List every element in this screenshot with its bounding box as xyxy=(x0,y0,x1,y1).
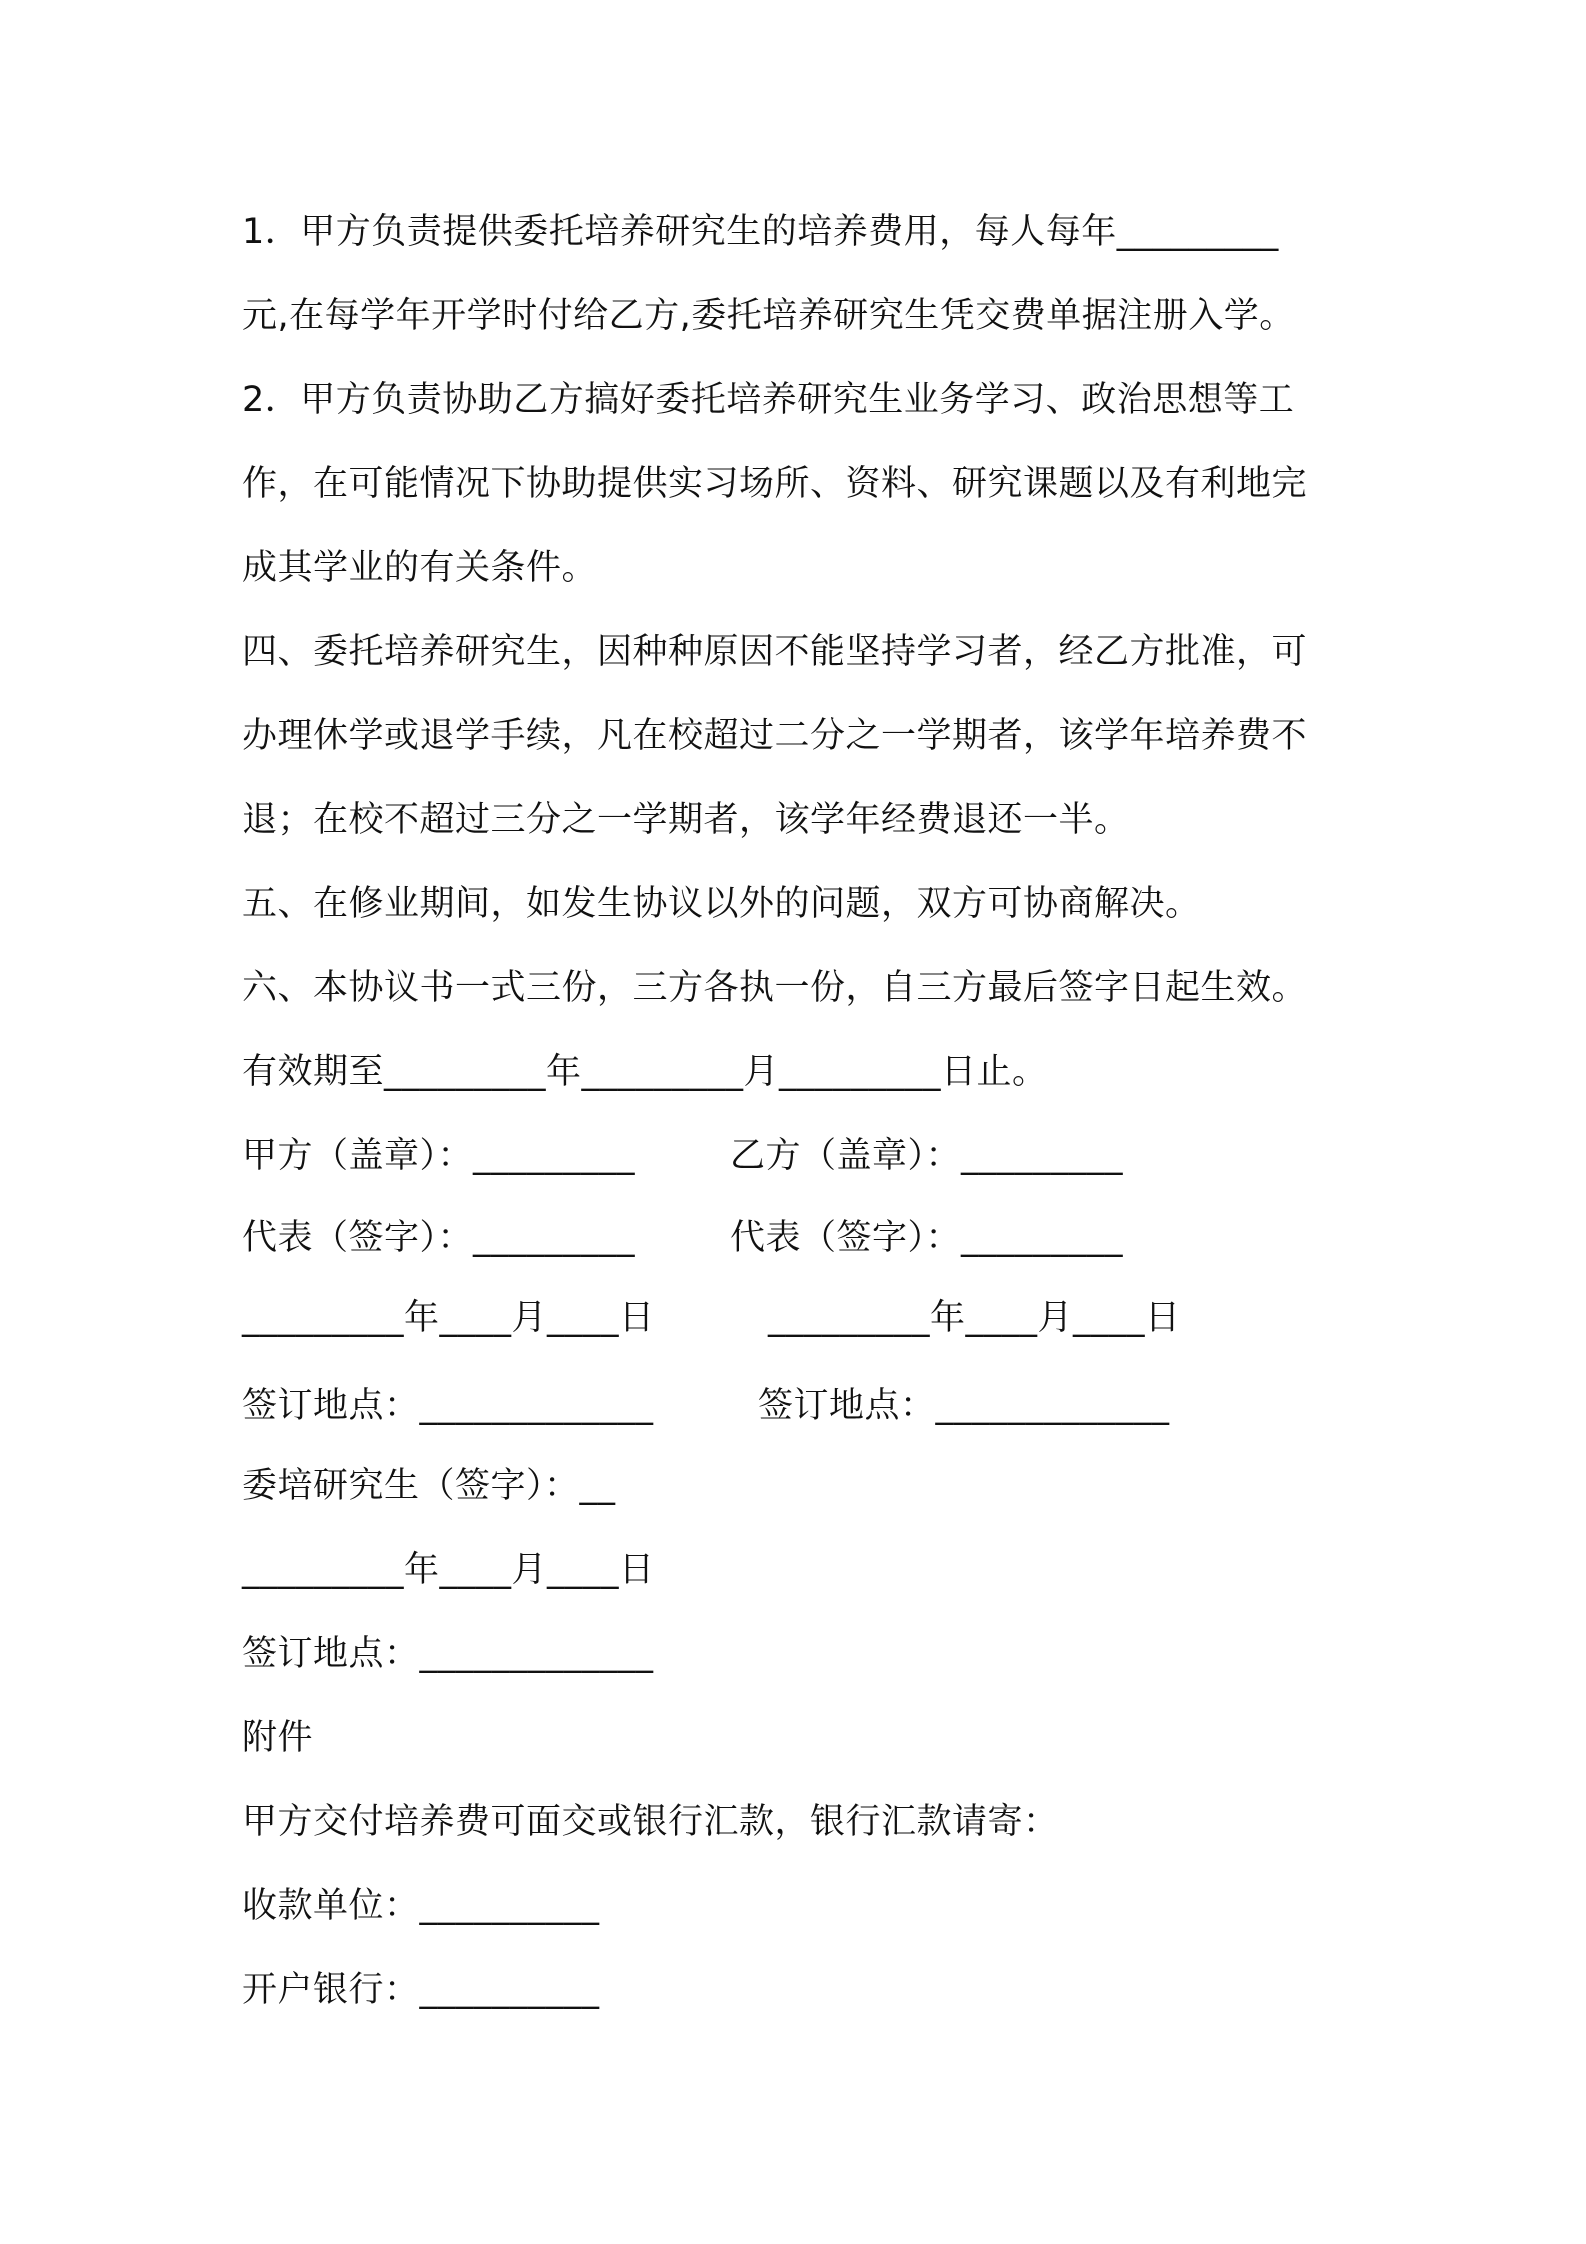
clause-5: 五、在修业期间，如发生协议以外的问题，双方可协商解决。 xyxy=(242,884,1201,924)
payee-unit: 收款单位：__________ xyxy=(242,1886,600,1926)
annex-heading: 附件 xyxy=(242,1718,314,1758)
party-a-seal: 甲方（盖章）：_________ xyxy=(242,1136,636,1176)
clause-1-line-2: 元,在每学年开学时付给乙方,委托培养研究生凭交费单据注册入学。 xyxy=(242,296,1295,336)
party-b-sign-location: 签订地点：_____________ xyxy=(758,1386,1170,1426)
party-a-sign-location: 签订地点：_____________ xyxy=(242,1386,654,1426)
party-a-representative: 代表（签字）：_________ xyxy=(242,1218,636,1258)
clause-4-line-2: 办理休学或退学手续，凡在校超过二分之一学期者，该学年培养费不 xyxy=(242,716,1308,756)
clause-2-line-2: 作，在可能情况下协助提供实习场所、资料、研究课题以及有利地完 xyxy=(242,464,1308,504)
clause-1-line-1: 1．甲方负责提供委托培养研究生的培养费用，每人每年_________ xyxy=(242,212,1279,252)
clause-2-line-3: 成其学业的有关条件。 xyxy=(242,548,598,588)
party-b-date: _________年____月____日 xyxy=(768,1298,1181,1338)
party-b-seal: 乙方（盖章）：_________ xyxy=(730,1136,1124,1176)
clause-2-line-1: 2．甲方负责协助乙方搞好委托培养研究生业务学习、政治思想等工 xyxy=(242,380,1295,420)
clause-4-line-3: 退；在校不超过三分之一学期者，该学年经费退还一半。 xyxy=(242,800,1130,840)
student-date: _________年____月____日 xyxy=(242,1550,655,1590)
clause-4-line-1: 四、委托培养研究生，因种种原因不能坚持学习者，经乙方批准，可 xyxy=(242,632,1308,672)
bank-of-account: 开户银行：__________ xyxy=(242,1970,600,2010)
party-b-representative: 代表（签字）：_________ xyxy=(730,1218,1124,1258)
annex-payment-note: 甲方交付培养费可面交或银行汇款，银行汇款请寄： xyxy=(242,1802,1059,1842)
validity-period: 有效期至_________年_________月_________日止。 xyxy=(242,1052,1048,1092)
student-signature: 委培研究生（签字）：__ xyxy=(242,1466,616,1506)
clause-6: 六、本协议书一式三份，三方各执一份，自三方最后签字日起生效。 xyxy=(242,968,1308,1008)
party-a-date: _________年____月____日 xyxy=(242,1298,655,1338)
student-sign-location: 签订地点：_____________ xyxy=(242,1634,654,1674)
